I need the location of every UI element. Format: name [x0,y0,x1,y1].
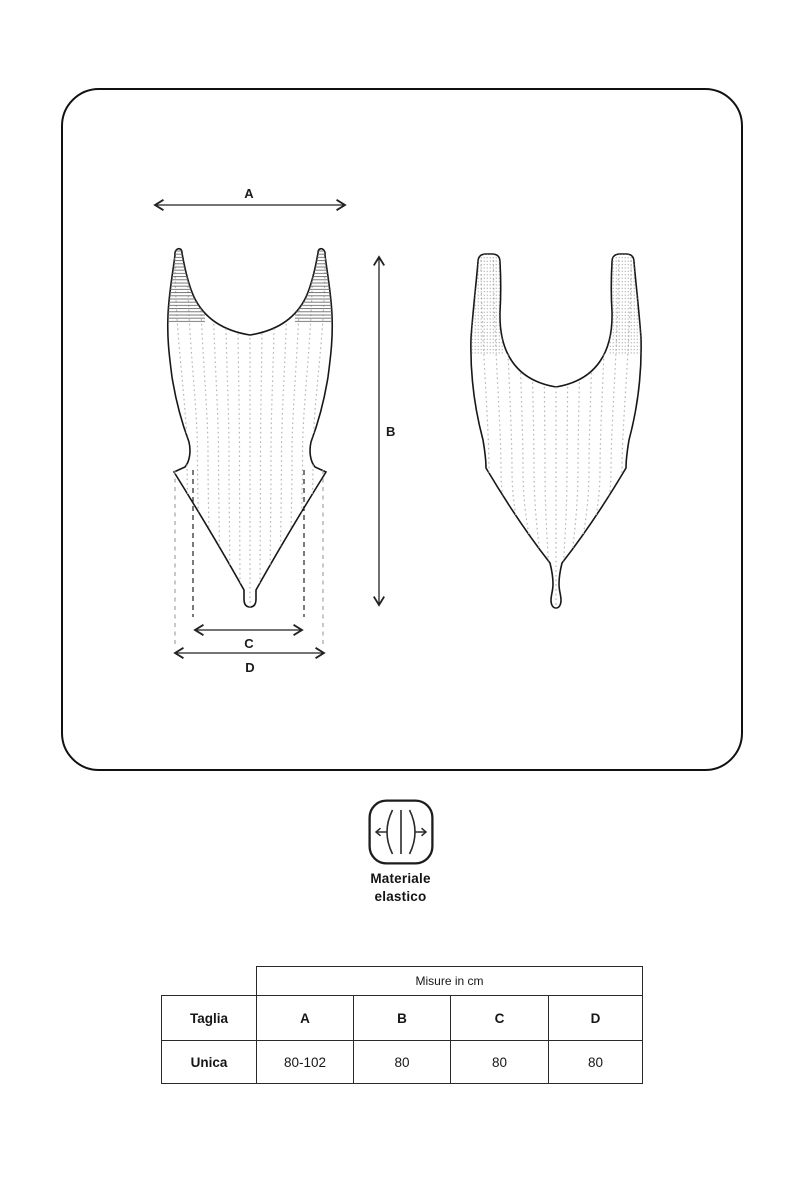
garment-front-view [161,246,339,615]
dim-label-a: A [244,186,254,201]
value-b-cell: 80 [354,1041,451,1084]
dim-label-b: B [386,424,396,439]
back-strap-texture [470,250,642,355]
dim-label-d: D [245,660,255,675]
garment-back-view [470,250,642,609]
value-c-cell: 80 [451,1041,549,1084]
value-a-cell: 80-102 [257,1041,354,1084]
measure-header-c: C [451,996,549,1041]
material-badge-label [370,870,430,905]
dim-label-c: C [244,636,254,651]
diagram-frame [61,88,743,771]
size-table [161,966,643,1084]
table-blank-cell [162,967,257,996]
measure-header-b: B [354,996,451,1041]
size-column-header: Taglia [162,996,257,1041]
measure-header-a: A [257,996,354,1041]
material-badge [0,799,801,905]
elastic-material-icon [368,799,434,865]
table-title-row [162,967,643,996]
table-row [162,1041,643,1084]
value-d-cell: 80 [549,1041,643,1084]
size-name-cell: Unica [162,1041,257,1084]
material-badge-line1: Materiale [370,871,431,886]
material-badge-line2: elastico [374,888,427,904]
garment-diagram [63,90,745,773]
table-title: Misure in cm [257,967,643,996]
front-strap-hatching [161,246,339,324]
measure-header-d: D [549,996,643,1041]
table-header-row [162,996,643,1041]
